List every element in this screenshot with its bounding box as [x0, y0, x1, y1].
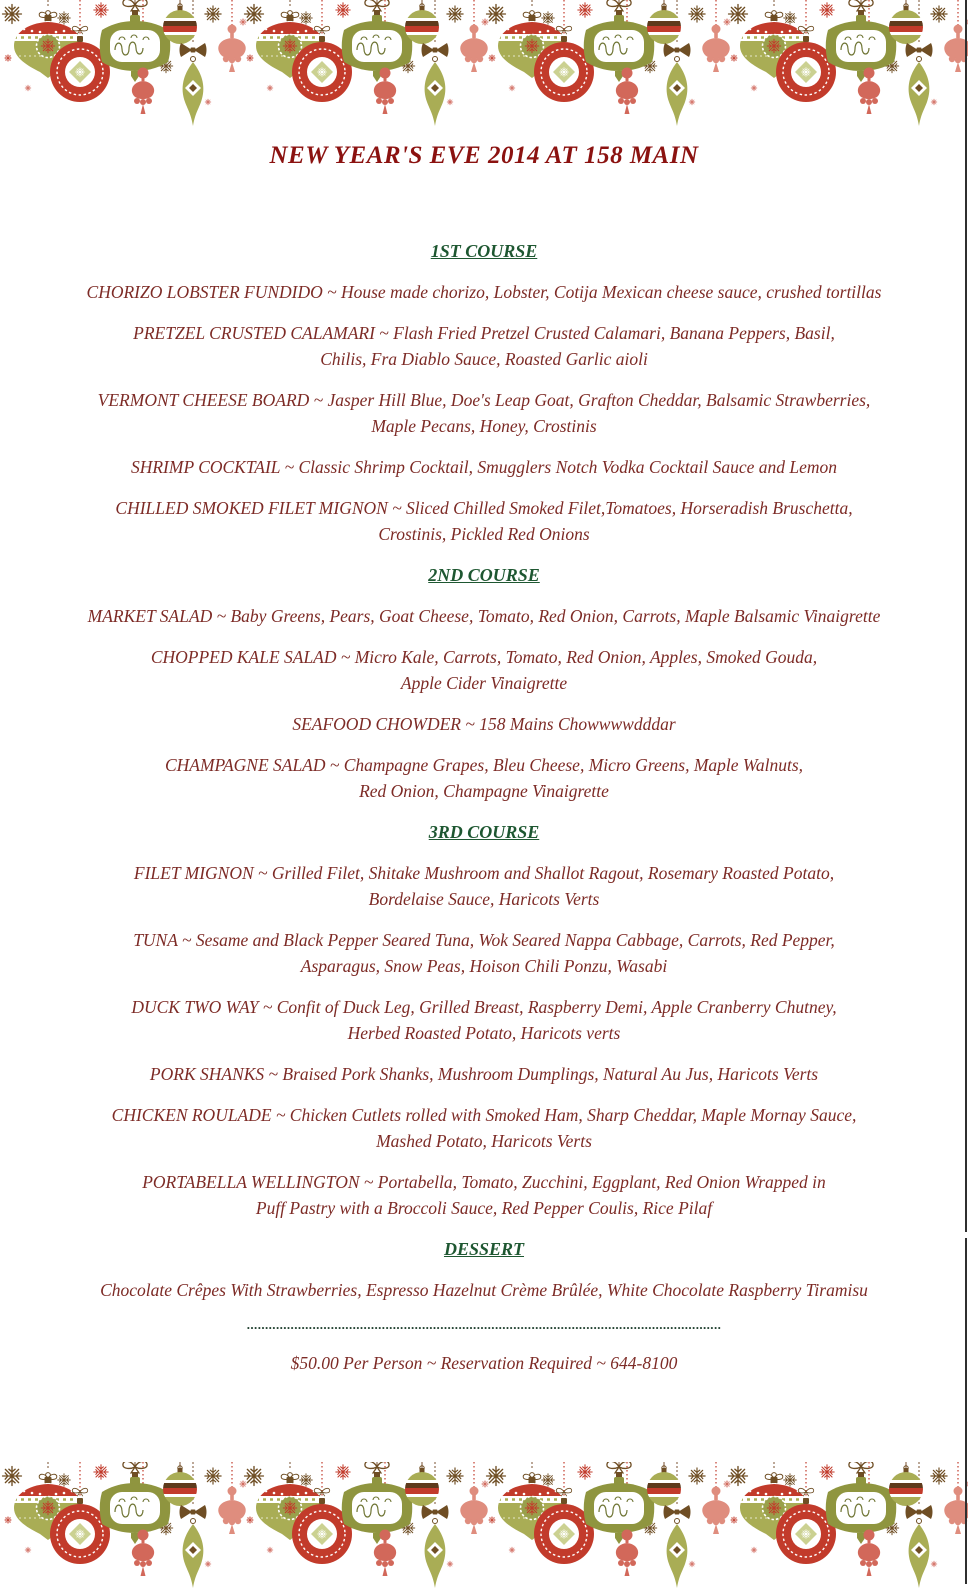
course-section-1st	[0, 238, 968, 547]
menu-item: TUNA ~ Sesame and Black Pepper Seared Tuna, Wok Seared Nappa Cabbage, Carrots, Red Pepper, Asparagus, Snow Peas, Hoison Chili Ponzu, Wasabi	[133, 930, 835, 976]
menu-item: Chocolate Crêpes With Strawberries, Espresso Hazelnut Crème Brûlée, White Chocolate Raspberry Tiramisu	[100, 1280, 868, 1300]
menu-item: CHICKEN ROULADE ~ Chicken Cutlets rolled with Smoked Ham, Sharp Cheddar, Maple Mornay Sauce, Mashed Potato, Haricots Verts	[111, 1105, 857, 1151]
page-edge-line	[965, 0, 967, 1232]
menu-item: SEAFOOD CHOWDER ~ 158 Mains Chowwwwdddar	[292, 714, 676, 734]
menu-item: DUCK TWO WAY ~ Confit of Duck Leg, Grilled Breast, Raspberry Demi, Apple Cranberry Chutney, Herbed Roasted Potato, Haricots verts	[131, 997, 837, 1043]
menu-item: CHILLED SMOKED FILET MIGNON ~ Sliced Chilled Smoked Filet,Tomatoes, Horseradish Bruschetta, Crostinis, Pickled Red Onions	[115, 498, 853, 544]
menu-item: CHORIZO LOBSTER FUNDIDO ~ House made chorizo, Lobster, Cotija Mexican cheese sauce, crushed tortillas	[86, 282, 882, 302]
course-heading-dessert: DESSERT	[443, 1239, 525, 1259]
menu-item: PORK SHANKS ~ Braised Pork Shanks, Mushroom Dumplings, Natural Au Jus, Haricots Verts	[149, 1064, 819, 1084]
course-section-2nd	[0, 562, 968, 804]
page-edge-line	[965, 1238, 967, 1584]
course-section-3rd	[0, 819, 968, 1221]
course-heading-3rd: 3RD COURSE	[428, 822, 540, 842]
course-heading-1st: 1ST COURSE	[430, 241, 538, 261]
page-title: NEW YEAR'S EVE 2014 AT 158 MAIN	[269, 142, 699, 169]
menu-item: MARKET SALAD ~ Baby Greens, Pears, Goat Cheese, Tomato, Red Onion, Carrots, Maple Balsamic Vinaigrette	[87, 606, 881, 626]
menu-item: CHOPPED KALE SALAD ~ Micro Kale, Carrots, Tomato, Red Onion, Apples, Smoked Gouda, Apple Cider Vinaigrette	[150, 647, 818, 693]
ornament-border-bottom-icon	[0, 1462, 968, 1590]
dotted-divider: ..................................................................................................................................	[246, 1317, 722, 1332]
menu-item: PRETZEL CRUSTED CALAMARI ~ Flash Fried Pretzel Crusted Calamari, Banana Peppers, Basil, Chilis, Fra Diablo Sauce, Roasted Garlic aioli	[133, 323, 835, 369]
menu-item: VERMONT CHEESE BOARD ~ Jasper Hill Blue, Doe's Leap Goat, Grafton Cheddar, Balsamic Strawberries, Maple Pecans, Honey, Crostinis	[97, 390, 871, 436]
menu-item: PORTABELLA WELLINGTON ~ Portabella, Tomato, Zucchini, Eggplant, Red Onion Wrapped in Puff Pastry with a Broccoli Sauce, Red Pepper Coulis, Rice Pilaf	[142, 1172, 826, 1218]
menu-item: FILET MIGNON ~ Grilled Filet, Shitake Mushroom and Shallot Ragout, Rosemary Roasted Potato, Bordelaise Sauce, Haricots Verts	[133, 863, 835, 909]
menu-item: SHRIMP COCKTAIL ~ Classic Shrimp Cocktail, Smugglers Notch Vodka Cocktail Sauce and Lemon	[130, 457, 838, 477]
course-section-dessert	[0, 1236, 968, 1303]
course-heading-2nd: 2ND COURSE	[428, 565, 540, 585]
menu-item: CHAMPAGNE SALAD ~ Champagne Grapes, Bleu Cheese, Micro Greens, Maple Walnuts, Red Onion, Champagne Vinaigrette	[164, 755, 804, 801]
price-reservation-line: $50.00 Per Person ~ Reservation Required ~ 644-8100	[290, 1353, 678, 1373]
